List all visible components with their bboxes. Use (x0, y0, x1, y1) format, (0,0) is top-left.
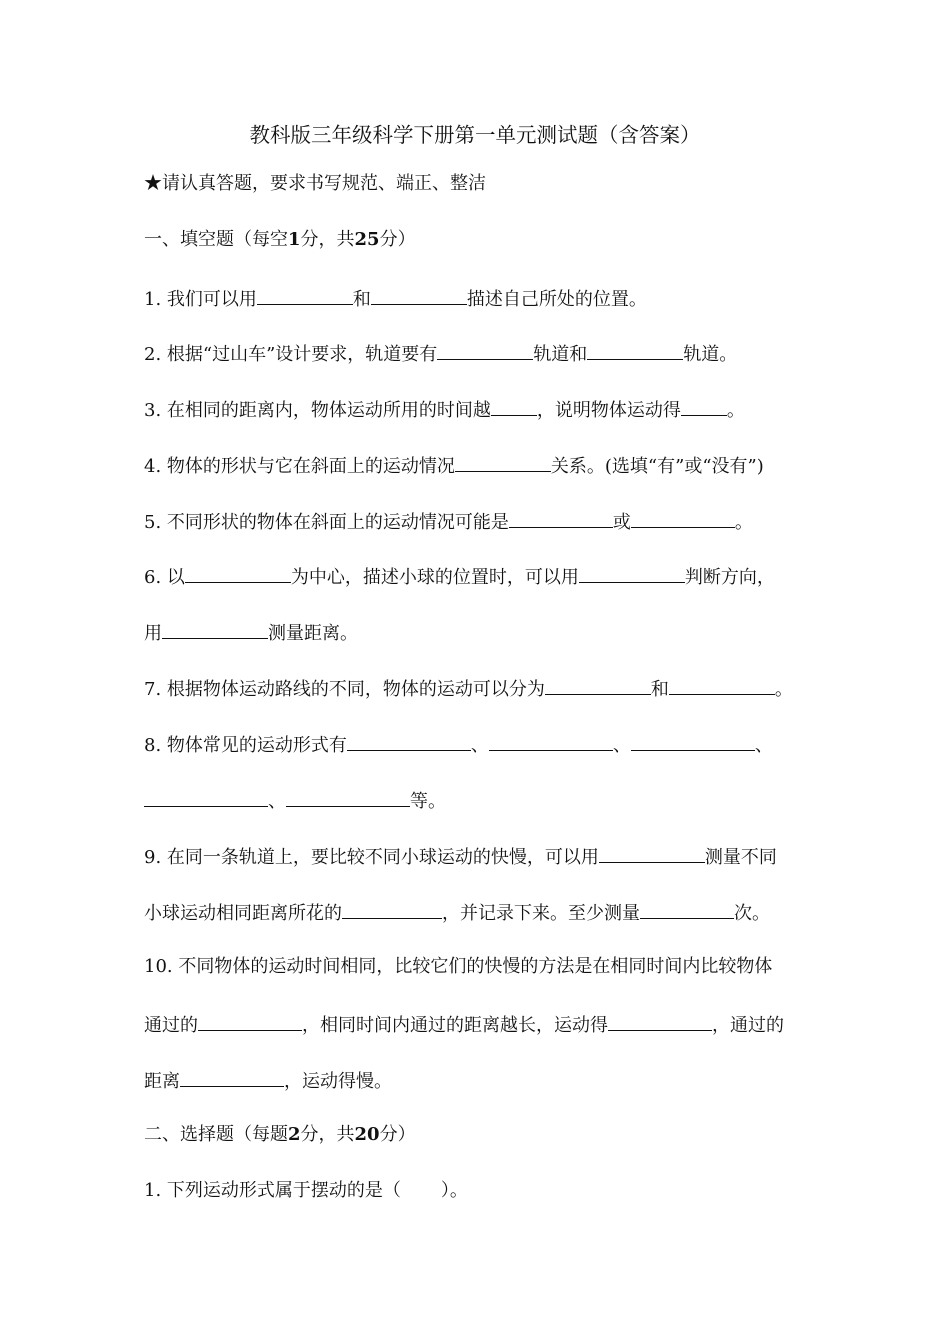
section1-total: 25 (354, 229, 380, 250)
answer-blank[interactable] (144, 786, 268, 807)
answer-blank[interactable] (509, 507, 613, 528)
answer-blank[interactable] (342, 898, 442, 919)
section-fill-in-heading (144, 227, 806, 253)
notice (144, 171, 806, 197)
q6-text-b: 为中心，描述小球的位置时，可以用 (290, 567, 579, 588)
question-10-end (144, 1066, 806, 1095)
section2-post: 分） (379, 1124, 416, 1145)
answer-blank[interactable] (681, 395, 727, 416)
answer-blank[interactable] (347, 730, 471, 751)
answer-blank[interactable] (437, 339, 533, 360)
q2-text-b: 轨道和 (533, 344, 588, 365)
question-5 (144, 507, 806, 536)
q1-text-b: 和 (352, 289, 371, 310)
section1-per: 1 (288, 229, 301, 250)
q6-text-e: 测量距离。 (268, 623, 358, 644)
title-text: 教科版三年级科学下册第一单元测试题（含答案） (249, 123, 701, 147)
q8-separator: 、 (470, 735, 489, 756)
q9-text-c: 小球运动相同距离所花的 (144, 903, 342, 924)
section2-pre: 二、选择题（每题 (144, 1124, 288, 1145)
question-3 (144, 395, 806, 424)
answer-blank[interactable] (631, 507, 735, 528)
q10-text-d: ，通过的 (712, 1015, 784, 1036)
answer-blank[interactable] (371, 284, 467, 305)
question-9-continued (144, 898, 806, 927)
q5-text-b: 或 (612, 512, 631, 533)
answer-blank[interactable] (608, 1010, 712, 1031)
q9-text-e: 次。 (734, 903, 770, 924)
q8-text-end: 等。 (410, 791, 446, 812)
answer-blank[interactable] (489, 730, 613, 751)
q8-separator: 、 (754, 735, 773, 756)
q2-text-a: 2. 根据“过山车”设计要求，轨道要有 (144, 344, 438, 365)
q9-text-b: 测量不同 (704, 847, 777, 868)
q8-separator: 、 (268, 791, 286, 812)
question-6 (144, 562, 806, 591)
section2-total: 20 (354, 1124, 380, 1145)
answer-blank[interactable] (587, 339, 683, 360)
answer-blank[interactable] (198, 1010, 302, 1031)
section1-post: 分） (379, 229, 416, 250)
answer-blank[interactable] (185, 562, 291, 583)
q3-text-b: ，说明物体运动得 (536, 400, 681, 421)
q2-text-c: 轨道。 (683, 344, 738, 365)
answer-blank[interactable] (669, 674, 775, 695)
q3-text-c: 。 (726, 400, 745, 421)
q5-text-a: 5. 不同形状的物体在斜面上的运动情况可能是 (144, 512, 509, 533)
answer-blank[interactable] (455, 451, 551, 472)
choice-question-1 (144, 1178, 806, 1204)
q6-text-c: 判断方向， (684, 567, 775, 588)
answer-blank[interactable] (491, 395, 537, 416)
q6-text-d: 用 (144, 623, 162, 644)
question-10-continued (144, 1010, 806, 1039)
answer-blank[interactable] (579, 562, 685, 583)
q7-text-a: 7. 根据物体运动路线的不同，物体的运动可以分为 (144, 679, 545, 700)
question-8-continued (144, 786, 806, 815)
answer-blank[interactable] (180, 1066, 284, 1087)
q4-text-b: 关系。(选填“有”或“没有”) (550, 456, 764, 477)
answer-blank[interactable] (286, 786, 410, 807)
question-7 (144, 674, 806, 703)
answer-blank[interactable] (257, 284, 353, 305)
q10-text-c: ，相同时间内通过的距离越长，运动得 (302, 1015, 608, 1036)
q8-separator: 、 (612, 735, 631, 756)
mc1-text-b: ）。 (440, 1180, 468, 1201)
question-10 (144, 954, 806, 980)
q10-text-a: 10. 不同物体的运动时间相同，比较它们的快慢的方法是在相同时间内比较物体 (144, 956, 773, 977)
question-2 (144, 339, 806, 368)
q10-text-e: 距离 (144, 1071, 180, 1092)
q3-text-a: 3. 在相同的距离内，物体运动所用的时间越 (144, 400, 491, 421)
question-8 (144, 730, 806, 759)
q7-text-b: 和 (650, 679, 669, 700)
q10-text-b: 通过的 (144, 1015, 198, 1036)
answer-blank[interactable] (545, 674, 651, 695)
answer-blank[interactable] (631, 730, 755, 751)
question-9 (144, 842, 806, 871)
q9-text-d: ，并记录下来。至少测量 (442, 903, 640, 924)
answer-blank[interactable] (599, 842, 705, 863)
section2-per: 2 (288, 1124, 301, 1145)
question-1 (144, 284, 806, 313)
q8-text-a: 8. 物体常见的运动形式有 (144, 735, 347, 756)
question-4 (144, 451, 806, 480)
q4-text-a: 4. 物体的形状与它在斜面上的运动情况 (144, 456, 455, 477)
question-6-continued (144, 618, 806, 647)
answer-blank[interactable] (640, 898, 734, 919)
section1-pre: 一、填空题（每空 (144, 229, 288, 250)
q6-text-a: 6. 以 (144, 567, 185, 588)
section1-mid: 分，共 (300, 229, 355, 250)
q1-text-c: 描述自己所处的位置。 (466, 289, 647, 310)
notice-text: ★请认真答题，要求书写规范、端正、整洁 (144, 173, 486, 194)
q5-text-c: 。 (734, 512, 753, 533)
q9-text-a: 9. 在同一条轨道上，要比较不同小球运动的快慢，可以用 (144, 847, 599, 868)
page-title (0, 122, 950, 148)
q7-text-c: 。 (774, 679, 793, 700)
q1-text-a: 1. 我们可以用 (144, 289, 257, 310)
answer-blank[interactable] (162, 618, 268, 639)
mc1-text-a: 1. 下列运动形式属于摆动的是（ (144, 1180, 401, 1201)
section-multiple-choice-heading (144, 1122, 806, 1148)
q10-text-f: ，运动得慢。 (284, 1071, 392, 1092)
section2-mid: 分，共 (300, 1124, 355, 1145)
